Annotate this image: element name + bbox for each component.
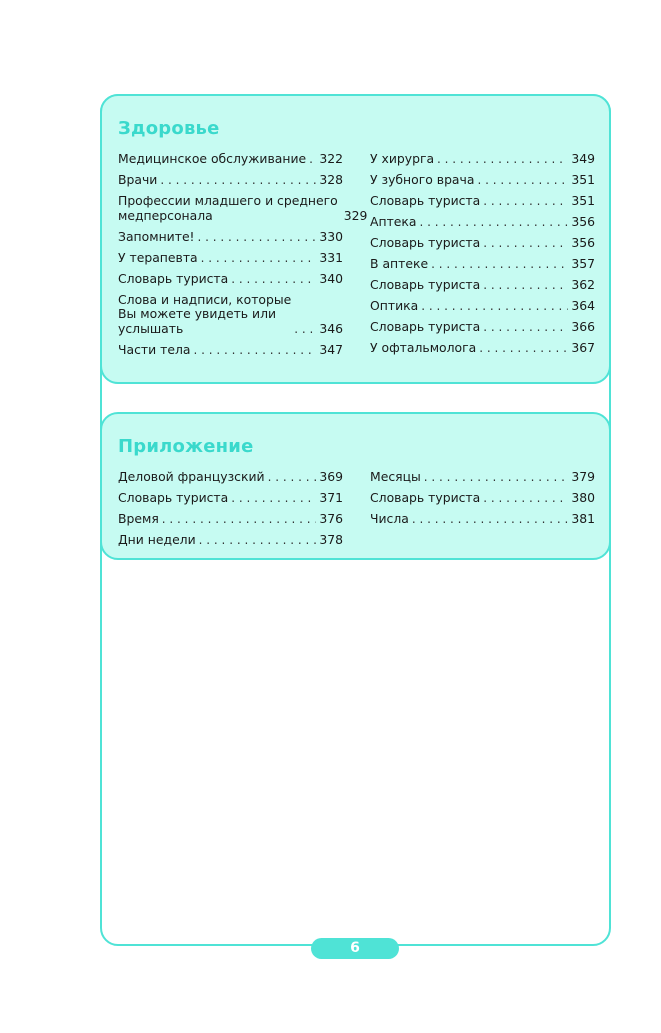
dot-leader (431, 257, 568, 272)
toc-entry[interactable] (370, 152, 595, 167)
toc-entry-page: 380 (571, 490, 595, 505)
toc-entry-title: Словарь туриста (118, 490, 229, 505)
toc-entry-page: 331 (319, 249, 343, 265)
toc-entry-page: 349 (571, 151, 595, 166)
dot-leader (162, 512, 317, 527)
toc-entry-page: 381 (571, 511, 595, 526)
toc-entry-page: 367 (571, 340, 595, 355)
toc-entry-title: Профессии младшего и среднего медперсонала (118, 193, 338, 223)
toc-entry-page: 340 (319, 270, 343, 286)
toc-entry-title: У зубного врача (370, 172, 475, 187)
toc-entry[interactable] (118, 343, 343, 358)
toc-entry-title: В аптеке (370, 256, 429, 271)
dot-leader (231, 272, 316, 287)
toc-entry-page: 366 (571, 319, 595, 334)
toc-entry-page: 328 (319, 172, 343, 187)
toc-entry-title: Время (118, 511, 159, 526)
toc-entry-page: 378 (319, 532, 343, 547)
toc-entry-page: 346 (319, 320, 343, 336)
toc-entry[interactable] (370, 194, 595, 209)
section-title: Приложение (118, 436, 254, 457)
toc-entry[interactable] (118, 152, 343, 167)
dot-leader (483, 236, 568, 251)
section-health (100, 94, 611, 384)
dot-leader (477, 173, 568, 188)
toc-entry[interactable] (118, 470, 343, 485)
toc-entry-title: Числа (370, 511, 409, 526)
toc-entry[interactable] (118, 293, 343, 337)
toc-entry-page: 356 (571, 235, 595, 250)
toc-entry[interactable] (370, 215, 595, 230)
toc-column-right (370, 152, 595, 362)
dot-leader (483, 491, 568, 506)
toc-entry-page: 329 (343, 207, 368, 223)
toc-entry[interactable] (118, 193, 368, 223)
toc-entry-title: Оптика (370, 298, 419, 313)
dot-leader (437, 152, 568, 167)
toc-entry-title: Дни недели (118, 532, 196, 547)
toc-entry[interactable] (370, 470, 595, 485)
toc-entry-title: Словарь туриста (118, 270, 229, 286)
toc-entry-title: Словарь туриста (370, 235, 481, 250)
toc-entry-page: 351 (571, 193, 595, 208)
dot-leader (268, 470, 317, 485)
dot-leader (479, 341, 568, 356)
toc-entry[interactable] (370, 299, 595, 314)
dot-leader (412, 512, 568, 527)
toc-entry-title: Словарь туриста (370, 319, 481, 334)
toc-entry-page: 371 (319, 490, 343, 505)
toc-entry[interactable] (370, 236, 595, 251)
toc-entry-page: 357 (571, 256, 595, 271)
toc-entry[interactable] (118, 491, 343, 506)
toc-entry-page: 322 (319, 151, 343, 166)
toc-entry[interactable] (118, 533, 343, 548)
toc-column-left (118, 151, 368, 364)
dot-leader (483, 278, 568, 293)
page-number-badge: 6 (311, 938, 399, 959)
toc-entry-title: Запомните! (118, 228, 195, 244)
dot-leader (309, 152, 316, 167)
dot-leader (424, 470, 569, 485)
toc-entry[interactable] (118, 512, 343, 527)
toc-entry-title: Словарь туриста (370, 277, 481, 292)
toc-entry-title: Врачи (118, 172, 158, 187)
dot-leader (160, 173, 316, 188)
toc-entry-title: Словарь туриста (370, 193, 481, 208)
toc-entry-page: 369 (319, 469, 343, 484)
dot-leader (231, 491, 316, 506)
dot-leader (201, 251, 317, 266)
toc-entry[interactable] (370, 320, 595, 335)
toc-entry-title: Деловой французский (118, 469, 265, 484)
toc-entry-page: 376 (319, 511, 343, 526)
toc-entry[interactable] (118, 173, 343, 188)
toc-entry-title: У хирурга (370, 151, 435, 166)
toc-entry[interactable] (118, 230, 343, 245)
toc-entry-page: 330 (319, 228, 343, 244)
toc-entry-title: У офтальмолога (370, 340, 477, 355)
toc-entry[interactable] (370, 491, 595, 506)
toc-entry-title: Медицинское обслуживание (118, 151, 307, 166)
toc-entry[interactable] (370, 512, 595, 527)
toc-entry[interactable] (370, 341, 595, 356)
toc-entry-page: 356 (571, 214, 595, 229)
toc-entry-title: У терапевта (118, 249, 198, 265)
dot-leader (420, 215, 569, 230)
dot-leader (193, 343, 316, 358)
toc-entry-title: Месяцы (370, 469, 421, 484)
toc-entry[interactable] (370, 257, 595, 272)
dot-leader (294, 322, 316, 337)
toc-entry-title: Слова и надписи, которые Вы можете увидеть или услышать (118, 291, 292, 336)
toc-column-left (118, 470, 343, 554)
toc-entry-title: Аптека (370, 214, 417, 229)
toc-entry-page: 362 (571, 277, 595, 292)
dot-leader (483, 320, 568, 335)
toc-entry-page: 379 (571, 469, 595, 484)
toc-entry[interactable] (370, 173, 595, 188)
toc-entry-page: 351 (571, 172, 595, 187)
dot-leader (198, 230, 317, 245)
section-title: Здоровье (118, 118, 220, 139)
toc-entry-page: 364 (571, 298, 595, 313)
toc-column-right (370, 470, 595, 533)
toc-entry-page: 347 (319, 341, 343, 357)
dot-leader (421, 299, 568, 314)
dot-leader (483, 194, 568, 209)
toc-entry[interactable] (118, 272, 343, 287)
toc-entry[interactable] (118, 251, 343, 266)
toc-entry-title: Части тела (118, 341, 191, 357)
dot-leader (199, 533, 317, 548)
toc-entry[interactable] (370, 278, 595, 293)
toc-entry-title: Словарь туриста (370, 490, 481, 505)
section-appendix (100, 412, 611, 560)
